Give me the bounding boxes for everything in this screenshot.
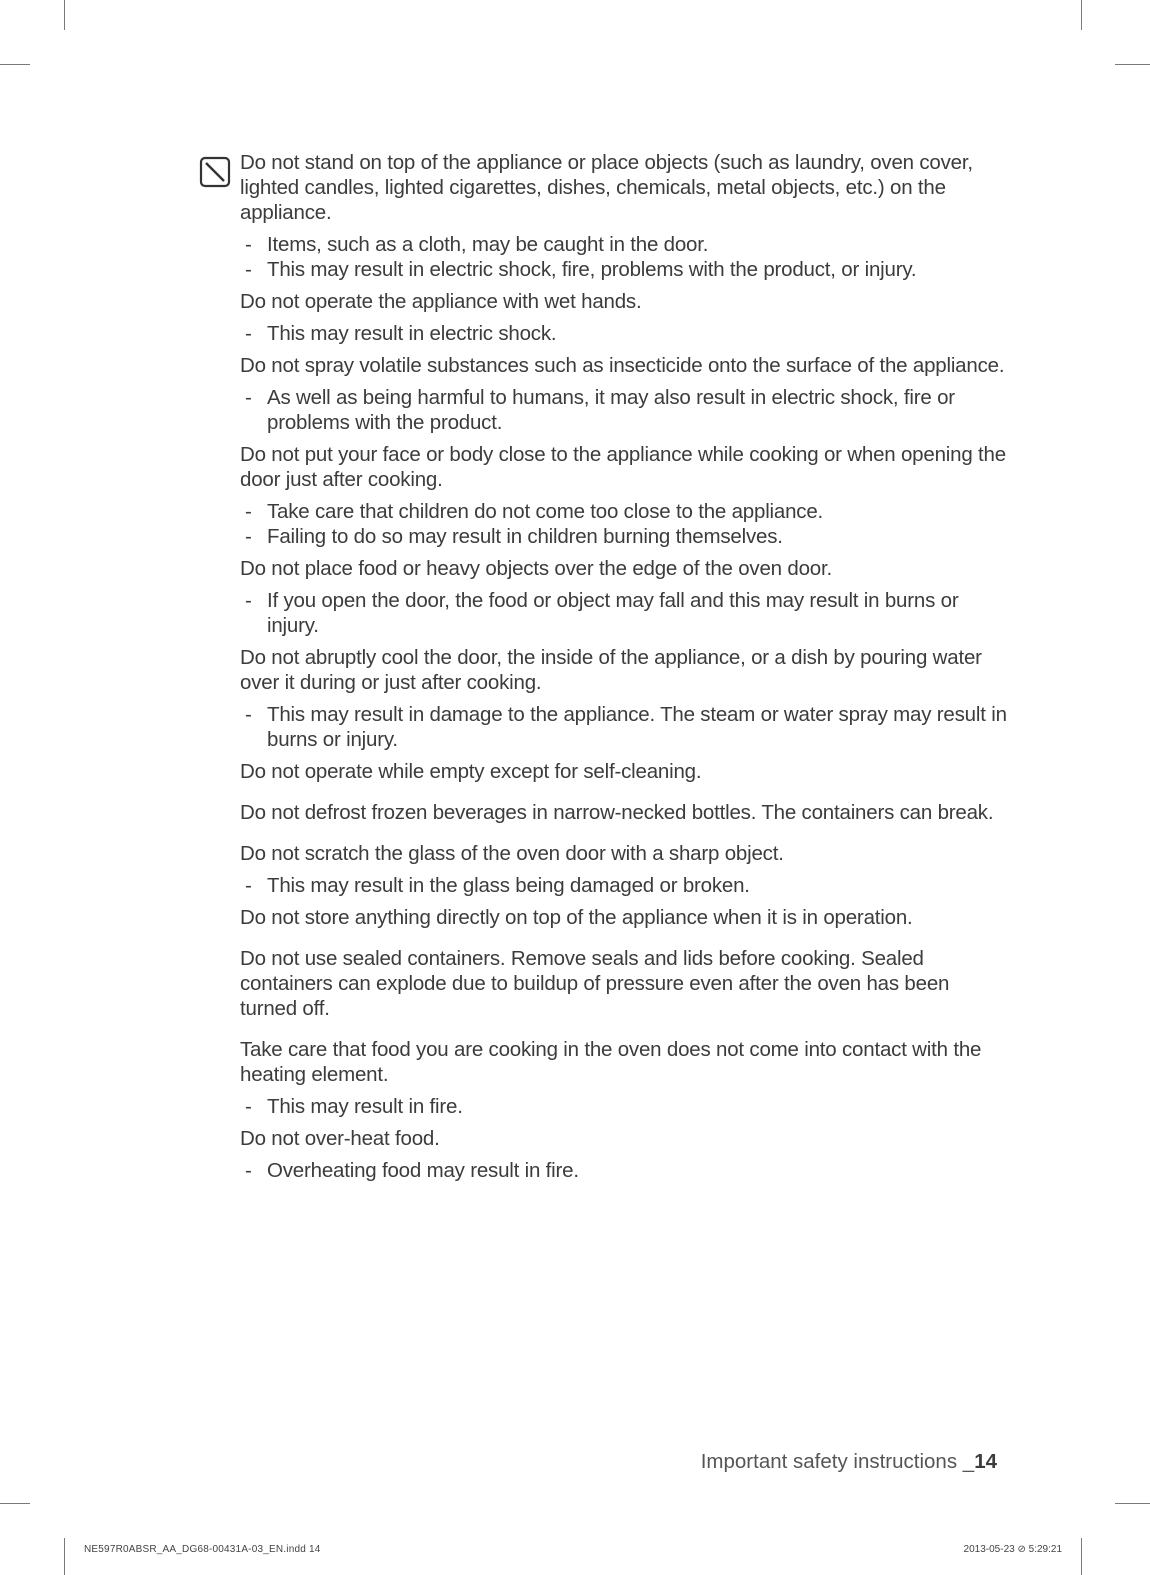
bullet-dash: - [245,525,252,548]
bullet-dash: - [245,589,252,612]
crop-mark-right-upper [1115,64,1150,65]
instruction-subs [240,385,1010,435]
instruction-paragraph: Do not abruptly cool the door, the inside of the appliance, or a dish by pouring water over it during or just after cooking. [240,646,982,694]
instruction-sub-item [240,524,1010,549]
instruction-subs [240,588,1010,638]
instruction-sub-item [240,702,1010,752]
instruction-sub-item [240,1158,1010,1183]
bullet-dash: - [245,1095,252,1118]
instruction-subs [240,873,1010,898]
crop-mark-right-lower [1115,1503,1150,1504]
footer-section-title: Important safety instructions _ [700,1450,975,1473]
page-number: 14 [974,1450,997,1473]
bullet-dash: - [245,386,252,409]
crop-mark-left-upper [0,64,30,65]
bullet-dash: - [245,233,252,256]
instruction-list [240,289,1010,1183]
intro-subs [240,232,1010,282]
instruction-paragraph: Do not operate the appliance with wet hands. [240,290,642,313]
instruction-paragraph: Do not use sealed containers. Remove seals and lids before cooking. Sealed containers can explode due to buildup of pressure even after the oven has been turned off. [240,947,950,1020]
instruction-subs [240,499,1010,549]
bullet-dash: - [245,703,252,726]
instruction-paragraph: Do not defrost frozen beverages in narrow-necked bottles. The containers can break. [240,801,994,824]
bullet-dash: - [245,258,252,281]
sub-item-text: As well as being harmful to humans, it may also result in electric shock, fire or problems with the product. [267,386,955,434]
page-footer [701,1450,997,1474]
instruction-sub-item [240,321,1010,346]
crop-mark-bottom-left [64,1538,65,1575]
sub-item-text: Items, such as a cloth, may be caught in the door. [267,233,709,256]
instruction-paragraph: Do not place food or heavy objects over the edge of the oven door. [240,557,832,580]
sub-item-text: This may result in electric shock. [267,322,557,345]
sub-item-text: This may result in the glass being damaged or broken. [267,874,750,897]
intro-sub-item [240,232,1010,257]
sub-item-text: Take care that children do not come too close to the appliance. [267,500,824,523]
intro-sub-item [240,257,1010,282]
prohibition-icon [199,156,231,188]
instruction-subs [240,321,1010,346]
sub-item-text: This may result in electric shock, fire, problems with the product, or injury. [267,258,917,281]
instruction-sub-item [240,499,1010,524]
safety-instructions [240,150,1010,1190]
instruction-paragraph: Do not operate while empty except for self-cleaning. [240,760,702,783]
sub-item-text: This may result in damage to the appliance. The steam or water spray may result in burns or injury. [267,703,1007,751]
instruction-subs [240,702,1010,752]
crop-mark-top-left [64,0,65,30]
sub-item-text: This may result in fire. [267,1095,463,1118]
instruction-subs [240,1158,1010,1183]
sub-item-text: Failing to do so may result in children burning themselves. [267,525,783,548]
instruction-paragraph: Do not put your face or body close to the appliance while cooking or when opening the door just after cooking. [240,443,1006,491]
print-slug-date: 2013-05-23 ⊘ 5:29:21 [963,1544,1062,1555]
instruction-sub-item [240,873,1010,898]
instruction-paragraph: Do not scratch the glass of the oven door with a sharp object. [240,842,784,865]
crop-mark-bottom-right [1081,1538,1082,1575]
crop-mark-top-right [1081,0,1082,30]
instruction-subs [240,1094,1010,1119]
instruction-sub-item [240,1094,1010,1119]
bullet-dash: - [245,322,252,345]
intro-paragraph: Do not stand on top of the appliance or place objects (such as laundry, oven cover, lighted candles, lighted cigarettes, dishes, chemicals, metal objects, etc.) on the appliance. [240,151,973,224]
instruction-paragraph: Take care that food you are cooking in the oven does not come into contact with the heating element. [240,1038,982,1086]
bullet-dash: - [245,500,252,523]
instruction-paragraph: Do not spray volatile substances such as insecticide onto the surface of the appliance. [240,354,1005,377]
bullet-dash: - [245,1159,252,1182]
instruction-sub-item [240,588,1010,638]
bullet-dash: - [245,874,252,897]
instruction-sub-item [240,385,1010,435]
sub-item-text: If you open the door, the food or object may fall and this may result in burns or injury. [267,589,959,637]
crop-mark-left-lower [0,1503,30,1504]
sub-item-text: Overheating food may result in fire. [267,1159,579,1182]
instruction-paragraph: Do not over-heat food. [240,1127,440,1150]
instruction-paragraph: Do not store anything directly on top of the appliance when it is in operation. [240,906,913,929]
print-slug-file: NE597R0ABSR_AA_DG68-00431A-03_EN.indd 14 [84,1544,321,1555]
